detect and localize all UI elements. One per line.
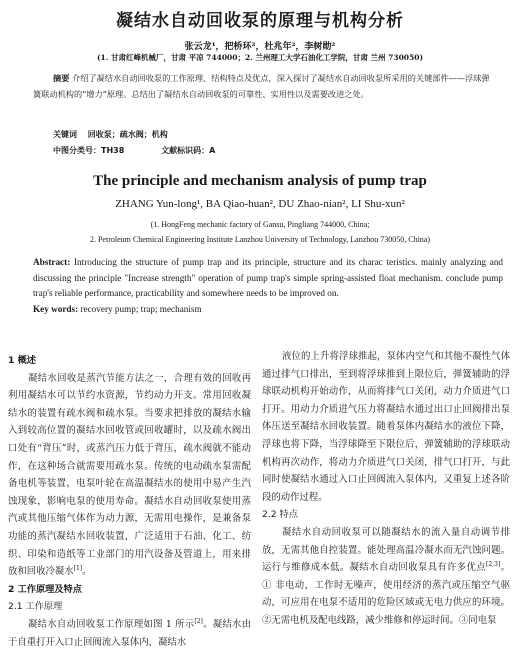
working-principle-continued: 液位的上升将浮球推起，泵体内空气和其他不凝性气体通过排气口排出，至到将浮球推到上限位后，弹簧辅助的浮球联动机构开始动作，从而将排气口关闭，动力介质进气口打开。用动力介质进气压力将凝结水通过出口止回阀排出泵体压送至凝结水回收装置。随着泵体内凝结水的液位下降，浮球也将下降，当浮球降至下限位后，弹簧辅助的浮球联动机构再次动作，将动力介质进气口关闭，排气口打开，与此同时使凝结水通过入口止回阀流入泵体内，又重复上述各阶段的动作过程。 <box>262 351 510 503</box>
abstract-cn-label: 摘要 <box>53 73 70 83</box>
section-2-1-paragraph <box>8 616 251 651</box>
section-2-1-heading: 2.1 工作原理 <box>8 601 63 613</box>
affiliation-en-1: (1. HongFeng mechanic factory of Gansu, Pingliang 744000, China; <box>150 220 370 229</box>
features-ref: [2,3] <box>486 561 501 568</box>
abstract-en <box>33 255 503 317</box>
section-1-end: 。 <box>82 566 92 578</box>
section-2-1-ref: [2] <box>194 617 203 625</box>
left-column <box>8 352 251 651</box>
keywords-en-label: Key words: <box>33 303 79 314</box>
features-paragraph <box>262 524 510 630</box>
keywords-cn-label: 关键词 <box>53 130 77 139</box>
right-column <box>262 348 510 630</box>
abstract-cn <box>33 71 497 102</box>
keywords-cn-text: 回收泵；疏水阀；机构 <box>87 130 168 139</box>
doc-code-label: 文献标识码： <box>161 146 210 155</box>
keywords-en-text: recovery pump; trap; mechanism <box>80 303 202 314</box>
authors-en: ZHANG Yun-long¹, BA Qiao-huan², DU Zhao-nian², LI Shu-xun² <box>115 198 405 210</box>
abstract-en-label: Abstract: <box>33 257 71 267</box>
section-2-2-heading: 2.2 特点 <box>262 509 298 521</box>
clc-value: TH38 <box>101 146 125 155</box>
features-text: 凝结水自动回收泵可以随凝结水的流入量自动调节排放，无需其他自控装置。能处理高温冷凝水而无汽蚀问题。运行与维修成本低。凝结水自动回收泵具有许多优点 <box>262 526 510 574</box>
section-2-heading: 2 工作原理及特点 <box>8 583 82 595</box>
paper-title-en: The principle and mechanism analysis of pump trap <box>93 173 427 189</box>
clc-label: 中图分类号： <box>53 146 101 155</box>
section-1-paragraph <box>8 370 251 581</box>
authors-cn: 张云龙¹，把桥环²，杜兆年²，李树勋² <box>184 42 336 52</box>
section-1-text: 凝结水回收是蒸汽节能方法之一，合理有效的回收再利用凝结水可以节约水资源，节约动力开支。常用回收凝结水的装置有疏水阀和疏水泵。当要求把排放的凝结水输入到较高位置的凝结水回收管或回收罐时，以及疏水阀出口处有“背压”时，或蒸汽压力低于背压，疏水阀就不能动作，在这种场合就需要用疏水泵。传统的电动疏水泵需配备电机等装置，电泵叶轮在高温凝结水的使用中易产生汽蚀现象，影响电泵的使用寿命。凝结水自动回收泵使用蒸汽或其他压缩气体作为动力源，无需用电操作，是兼备泵功能的蒸汽凝结水回收装置，广泛适用于石油、化工、纺织、印染和造纸等工业部门的用汽设备及管道上，用来排放和回收冷凝水 <box>8 372 251 578</box>
classification-line <box>53 145 215 156</box>
affiliation-cn: (1. 甘肃红峰机械厂，甘肃 平凉 744000；2. 兰州理工大学石油化工学院，甘肃 兰州 730050) <box>96 53 424 62</box>
abstract-cn-text: 介绍了凝结水自动回收泵的工作原理、结构特点及优点，深入探讨了凝结水自动回收泵所采用的关键部件——浮球弹簧联动机构的“增力”原理。总结出了凝结水自动回收泵的可靠性、实用性以及需要改进之处。 <box>33 73 490 99</box>
affiliation-en-2: 2. Petroleum Chemical Engineering Institute Lanzhou University of Technology, Lanzhou 730050, China) <box>89 235 431 244</box>
abstract-en-text: Introducing the structure of pump trap and its principle, structure and its charac teristics. mainly analyzing and discussing the principle "Increase strength" operation of pump trap's simple spring-assisted float mechanism. conclude pump trap's reliable performance, practicability and somewhere needs to be improved on. <box>33 257 504 298</box>
section-1-ref: [1] <box>73 565 83 572</box>
section-2-1-text-2: 。凝结水由于自重打开入口止回阀流入泵体内，凝结水 <box>8 618 251 648</box>
keywords-cn <box>53 129 168 140</box>
paper-title-cn: 凝结水自动回收泵的原理与机构分析 <box>116 11 404 31</box>
section-2-1-text: 凝结水自动回收泵工作原理如图 1 所示 <box>28 618 195 630</box>
section-1-heading: 1 概述 <box>8 355 36 366</box>
features-text-2: 。① 非电动，工作时无噪声，使用经济的蒸汽或压缩空气驱动，可应用在电泵不适用的危险区域或无电力供应的环境。②无需电机及配电线路，减少维修和停运时间。③同电泵 <box>262 562 510 626</box>
doc-code-value: A <box>209 146 216 155</box>
